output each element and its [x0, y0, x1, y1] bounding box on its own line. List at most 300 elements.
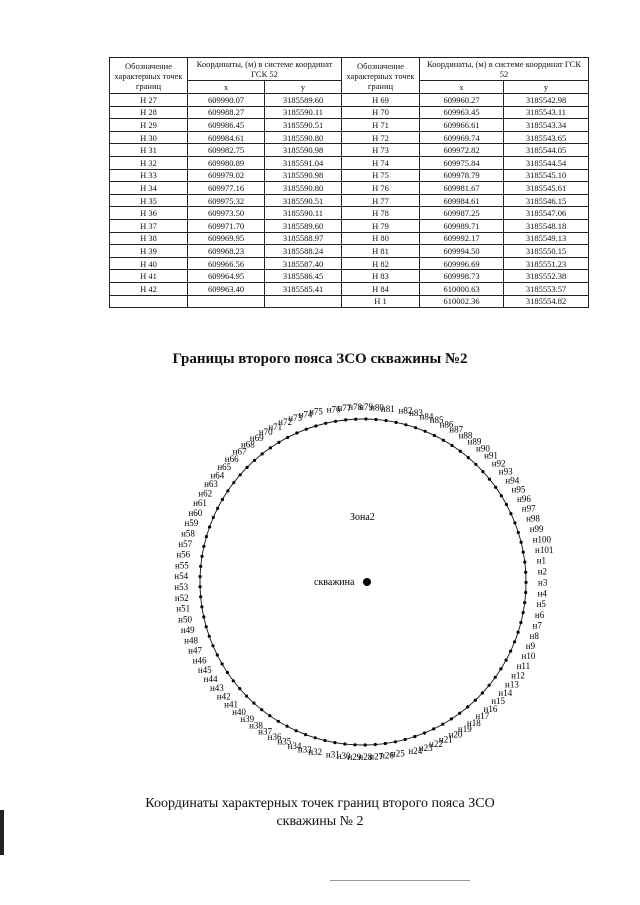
boundary-point-marker [344, 418, 347, 421]
boundary-point-label: н61 [193, 497, 207, 508]
boundary-point-label: н65 [217, 461, 232, 472]
boundary-point-marker [202, 615, 205, 618]
x-cell: 609987.25 [420, 207, 504, 220]
boundary-point-marker [314, 424, 317, 427]
boundary-point-marker [505, 503, 508, 506]
boundary-point-marker [324, 422, 327, 425]
boundary-point-label: н29 [347, 751, 362, 762]
boundary-point-label: н99 [529, 523, 544, 534]
boundary-point-marker [277, 720, 280, 723]
boundary-point-marker [523, 601, 526, 604]
x-cell: 609969.74 [420, 131, 504, 144]
header-y-right: y [504, 81, 589, 94]
y-cell: 3185590.80 [265, 131, 342, 144]
boundary-point-marker [517, 531, 520, 534]
boundary-point-marker [208, 525, 211, 528]
y-cell: 3185550.15 [504, 245, 589, 258]
boundary-point-marker [212, 516, 215, 519]
point-name-cell: Н 79 [342, 219, 420, 232]
point-name-cell: Н 34 [110, 182, 188, 195]
boundary-point-label: н55 [174, 560, 189, 571]
boundary-point-label: н95 [511, 484, 526, 495]
boundary-point-marker [364, 417, 367, 420]
y-cell: 3185542.98 [504, 94, 589, 107]
boundary-point-label: н3 [538, 577, 548, 588]
boundary-point-marker [208, 635, 211, 638]
boundary-point-label: н91 [484, 450, 498, 461]
boundary-point-label: н86 [439, 419, 454, 430]
y-cell: 3185586.45 [265, 270, 342, 283]
point-name-cell: Н 35 [110, 194, 188, 207]
point-name-cell: Н 40 [110, 257, 188, 270]
point-name-cell: Н 32 [110, 156, 188, 169]
y-cell: 3185590.51 [265, 194, 342, 207]
boundary-point-marker [519, 621, 522, 624]
x-cell: 609988.27 [188, 106, 265, 119]
y-cell: 3185585.41 [265, 282, 342, 295]
boundary-point-label: н38 [249, 720, 263, 731]
boundary-point-marker [458, 712, 461, 715]
boundary-point-marker [481, 470, 484, 473]
boundary-point-label: н69 [249, 433, 264, 443]
boundary-point-label: н53 [174, 582, 189, 592]
boundary-point-label: н43 [209, 683, 224, 693]
boundary-point-label: н40 [232, 707, 246, 717]
boundary-point-label: н12 [511, 670, 525, 681]
y-cell: 3185546.15 [504, 194, 589, 207]
boundary-point-marker [374, 418, 377, 421]
y-cell: 3185553.57 [504, 282, 589, 295]
well-label: скважина [314, 577, 355, 588]
boundary-point-label: н67 [232, 446, 247, 457]
x-cell: 609963.40 [188, 282, 265, 295]
section-title: Границы второго пояса ЗСО скважины №2 [172, 351, 468, 367]
header-designation-right: Обозначение характерных точек границ [342, 58, 420, 94]
boundary-point-label: н15 [491, 696, 506, 707]
boundary-point-marker [323, 739, 326, 742]
boundary-point-marker [333, 741, 336, 744]
boundary-point-marker [200, 555, 203, 558]
boundary-point-marker [252, 702, 255, 705]
point-name-cell: Н 82 [342, 257, 420, 270]
boundary-point-marker [246, 466, 249, 469]
x-cell: 609971.70 [188, 219, 265, 232]
boundary-point-marker [517, 631, 520, 634]
boundary-point-label: н23 [418, 742, 433, 753]
boundary-point-marker [404, 738, 407, 741]
boundary-point-label: н58 [181, 528, 195, 539]
y-cell: 3185551.23 [504, 257, 589, 270]
y-cell: 3185588.97 [265, 232, 342, 245]
boundary-point-marker [199, 565, 202, 568]
boundary-point-label: н14 [498, 687, 513, 698]
boundary-point-marker [523, 561, 526, 564]
boundary-point-label: н84 [419, 411, 434, 422]
boundary-point-marker [216, 507, 219, 510]
y-cell: 3185543.11 [504, 106, 589, 119]
figure-caption [0, 795, 640, 831]
x-cell: 609960.27 [420, 94, 504, 107]
caption-line-2: скважины № 2 [276, 814, 364, 829]
y-cell: 3185549.13 [504, 232, 589, 245]
footer-rule [330, 880, 470, 881]
boundary-point-marker [226, 671, 229, 674]
boundary-point-label: н56 [176, 549, 191, 560]
boundary-point-label: н20 [448, 729, 463, 740]
boundary-point-marker [295, 729, 298, 732]
point-name-cell: Н 36 [110, 207, 188, 220]
boundary-point-label: н32 [308, 747, 323, 758]
header-designation-left: Обозначение характерных точек границ [110, 58, 188, 94]
boundary-point-marker [466, 705, 469, 708]
y-cell: 3185589.60 [265, 219, 342, 232]
boundary-point-marker [524, 571, 527, 574]
boundary-point-label: н5 [536, 599, 546, 610]
point-name-cell: Н 41 [110, 270, 188, 283]
boundary-point-label: н87 [449, 424, 464, 435]
x-cell: 609978.79 [420, 169, 504, 182]
point-name-cell: Н 39 [110, 245, 188, 258]
boundary-point-marker [413, 735, 416, 738]
boundary-point-label: н97 [521, 503, 536, 514]
boundary-point-marker [277, 441, 280, 444]
boundary-point-label: н25 [390, 748, 405, 759]
x-cell: 609975.32 [188, 194, 265, 207]
point-name-cell: Н 78 [342, 207, 420, 220]
boundary-point-label: н30 [336, 750, 351, 761]
x-cell: 609969.95 [188, 232, 265, 245]
boundary-point-marker [494, 676, 497, 679]
boundary-point-marker [450, 717, 453, 720]
boundary-point-label: н82 [398, 405, 413, 416]
point-name-cell: Н 71 [342, 119, 420, 132]
boundary-point-marker [295, 431, 298, 434]
y-cell: 3185544.05 [504, 144, 589, 157]
x-cell: 609982.75 [188, 144, 265, 157]
boundary-point-label: н63 [204, 479, 218, 490]
boundary-point-marker [245, 695, 248, 698]
boundary-point-label: н16 [483, 703, 498, 714]
boundary-point-label: н24 [408, 746, 423, 756]
boundary-point-marker [232, 481, 235, 484]
boundary-point-label: н72 [278, 417, 292, 427]
boundary-point-marker [513, 521, 516, 524]
boundary-point-label: н62 [198, 488, 213, 499]
boundary-point-marker [404, 423, 407, 426]
boundary-point-label: н35 [277, 736, 292, 747]
header-coords-right: Координаты, (м) в системе координат ГСК 52 [420, 58, 589, 81]
boundary-point-marker [354, 418, 357, 421]
boundary-point-label: н94 [505, 475, 520, 486]
boundary-point-label: н60 [188, 507, 203, 518]
y-cell: 3185589.60 [265, 94, 342, 107]
y-cell: 3185591.04 [265, 156, 342, 169]
x-cell: 609998.73 [420, 270, 504, 283]
x-cell: 609986.45 [188, 119, 265, 132]
boundary-point-label: н34 [287, 740, 302, 751]
boundary-point-marker [450, 444, 453, 447]
boundary-point-label: н33 [297, 744, 312, 755]
boundary-point-marker [269, 446, 272, 449]
boundary-point-marker [524, 591, 527, 594]
boundary-point-marker [199, 595, 202, 598]
boundary-point-marker [441, 723, 444, 726]
header-y-left: y [265, 81, 342, 94]
boundary-point-label: н98 [526, 513, 540, 524]
x-cell: 609975.84 [420, 156, 504, 169]
point-name-cell: Н 42 [110, 282, 188, 295]
x-cell: 610002.36 [420, 295, 504, 308]
boundary-point-marker [385, 419, 388, 422]
well-marker [363, 578, 371, 586]
boundary-point-marker [395, 421, 398, 424]
y-cell: 3185554.82 [504, 295, 589, 308]
boundary-point-label: н36 [267, 731, 282, 742]
y-cell: 3185552.38 [504, 270, 589, 283]
point-name-cell: Н 30 [110, 131, 188, 144]
boundary-point-marker [364, 743, 367, 746]
point-name-cell: Н 84 [342, 282, 420, 295]
zone-label: Зона2 [350, 512, 375, 523]
boundary-point-label: н70 [258, 427, 273, 438]
x-cell: 609984.61 [420, 194, 504, 207]
boundary-point-marker [499, 667, 502, 670]
boundary-point-label: н92 [491, 458, 506, 469]
boundary-point-marker [239, 473, 242, 476]
x-cell: 609972.82 [420, 144, 504, 157]
boundary-point-marker [500, 494, 503, 497]
boundary-point-label: н17 [475, 711, 490, 722]
boundary-point-marker [205, 625, 208, 628]
x-cell: 609964.95 [188, 270, 265, 283]
point-name-cell: Н 27 [110, 94, 188, 107]
boundary-point-label: н93 [498, 466, 513, 477]
boundary-point-label: н68 [240, 439, 255, 450]
boundary-point-label: н48 [184, 635, 198, 646]
boundary-point-label: н54 [174, 571, 189, 582]
boundary-point-marker [304, 733, 307, 736]
boundary-point-label: н26 [380, 750, 394, 761]
boundary-point-marker [524, 581, 527, 584]
boundary-point-label: н1 [536, 555, 547, 566]
boundary-point-marker [522, 551, 525, 554]
boundary-point-marker [374, 743, 377, 746]
boundary-point-label: н37 [258, 726, 272, 737]
point-name-cell: Н 38 [110, 232, 188, 245]
x-cell: 609994.50 [420, 245, 504, 258]
boundary-point-label: н10 [521, 651, 536, 662]
boundary-point-marker [232, 679, 235, 682]
boundary-point-label: н39 [240, 714, 255, 725]
x-cell: 609973.50 [188, 207, 265, 220]
boundary-point-marker [384, 742, 387, 745]
boundary-point-marker [253, 459, 256, 462]
boundary-point-marker [353, 743, 356, 746]
boundary-point-label: н64 [210, 470, 225, 481]
y-cell: 3185590.80 [265, 182, 342, 195]
boundary-point-label: н96 [517, 493, 531, 504]
point-name-cell: Н 77 [342, 194, 420, 207]
point-name-cell: Н 80 [342, 232, 420, 245]
y-cell: 3185587.40 [265, 257, 342, 270]
boundary-point-label: н8 [529, 630, 539, 641]
boundary-point-label: н49 [180, 625, 195, 635]
boundary-point-label: н22 [429, 739, 443, 750]
boundary-point-label: н45 [197, 664, 212, 675]
boundary-point-marker [509, 512, 512, 515]
boundary-point-marker [433, 434, 436, 437]
boundary-point-label: н9 [525, 641, 536, 652]
boundary-point-label: н66 [224, 453, 239, 464]
y-cell: 3185590.98 [265, 169, 342, 182]
boundary-point-label: н73 [288, 412, 303, 423]
boundary-point-marker [260, 708, 263, 711]
boundary-point-marker [261, 452, 264, 455]
boundary-point-label: н46 [192, 655, 207, 666]
boundary-point-label: н90 [476, 443, 490, 454]
x-cell: 609990.07 [188, 94, 265, 107]
boundary-point-label: н11 [516, 660, 531, 671]
boundary-point-label: н13 [505, 679, 519, 690]
boundary-point-label: н42 [216, 691, 231, 702]
header-x-left: x [188, 81, 265, 94]
boundary-point-marker [432, 727, 435, 730]
y-cell: 3185590.98 [265, 144, 342, 157]
point-name-cell: Н 74 [342, 156, 420, 169]
boundary-point-label: н79 [359, 402, 374, 412]
boundary-point-label: н89 [467, 436, 482, 447]
boundary-point-marker [286, 725, 289, 728]
boundary-point-label: н76 [326, 404, 341, 415]
boundary-point-label: н85 [429, 415, 444, 426]
boundary-point-label: н18 [466, 717, 481, 728]
point-name-cell: Н 31 [110, 144, 188, 157]
boundary-point-label: н101 [535, 544, 554, 555]
point-name-cell: Н 72 [342, 131, 420, 144]
boundary-point-marker [343, 742, 346, 745]
x-cell: 609984.61 [188, 131, 265, 144]
header-coords-left: Координаты, (м) в системе координат ГСК 52 [188, 58, 342, 81]
boundary-point-marker [423, 731, 426, 734]
y-cell: 3185548.18 [504, 219, 589, 232]
boundary-point-label: н28 [358, 752, 373, 762]
boundary-point-marker [205, 535, 208, 538]
y-cell: 3185543.34 [504, 119, 589, 132]
boundary-point-label: н6 [534, 609, 545, 620]
boundary-point-marker [199, 585, 202, 588]
boundary-point-marker [286, 436, 289, 439]
boundary-point-marker [522, 611, 525, 614]
x-cell: 609989.71 [420, 219, 504, 232]
boundary-point-marker [509, 650, 512, 653]
boundary-point-label: н4 [537, 588, 547, 599]
boundary-point-marker [459, 450, 462, 453]
boundary-point-marker [520, 541, 523, 544]
point-name-cell: Н 75 [342, 169, 420, 182]
boundary-point-label: н27 [369, 751, 384, 762]
y-cell: 3185590.51 [265, 119, 342, 132]
boundary-point-marker [211, 644, 214, 647]
y-cell: 3185545.61 [504, 182, 589, 195]
x-cell: 610000.63 [420, 282, 504, 295]
boundary-point-label: н83 [409, 408, 423, 419]
point-name-cell: Н 28 [110, 106, 188, 119]
boundary-point-label: н50 [178, 614, 192, 625]
boundary-point-marker [216, 653, 219, 656]
point-name-cell: Н 70 [342, 106, 420, 119]
boundary-point-label: н41 [224, 699, 238, 710]
point-name-cell: Н 73 [342, 144, 420, 157]
boundary-point-label: н52 [174, 592, 189, 603]
boundary-point-marker [226, 489, 229, 492]
point-name-cell: Н 1 [342, 295, 420, 308]
boundary-point-label: н88 [458, 430, 473, 441]
x-cell: 609966.61 [420, 119, 504, 132]
boundary-point-label: н19 [457, 724, 472, 734]
x-cell: 609992.17 [420, 232, 504, 245]
boundary-point-marker [305, 428, 308, 431]
boundary-point-marker [467, 456, 470, 459]
boundary-point-label: н81 [380, 403, 395, 414]
boundary-point-label: н21 [438, 734, 453, 745]
boundary-point-label: н74 [298, 409, 313, 420]
caption-line-1: Координаты характерных точек границ второго пояса ЗСО [145, 796, 495, 811]
boundary-point-marker [200, 605, 203, 608]
point-name-cell: Н 29 [110, 119, 188, 132]
boundary-point-marker [474, 463, 477, 466]
x-cell: 609966.56 [188, 257, 265, 270]
boundary-point-label: н47 [188, 645, 202, 656]
y-cell: 3185543.65 [504, 131, 589, 144]
boundary-point-label: н2 [537, 566, 548, 577]
boundary-point-marker [314, 736, 317, 739]
boundary-point-marker [424, 430, 427, 433]
boundary-point-marker [488, 684, 491, 687]
boundary-point-marker [268, 714, 271, 717]
boundary-point-marker [494, 486, 497, 489]
boundary-point-marker [414, 426, 417, 429]
boundary-point-label: н44 [203, 674, 218, 685]
x-cell: 609980.89 [188, 156, 265, 169]
y-cell: 3185547.06 [504, 207, 589, 220]
boundary-point-marker [238, 687, 241, 690]
boundary-point-label: н31 [325, 749, 340, 760]
boundary-point-label: н100 [532, 534, 552, 545]
boundary-point-marker [513, 640, 516, 643]
y-cell: 3185588.24 [265, 245, 342, 258]
point-name-cell: Н 69 [342, 94, 420, 107]
x-cell: 609977.16 [188, 182, 265, 195]
boundary-point-marker [474, 699, 477, 702]
point-name-cell: Н 83 [342, 270, 420, 283]
boundary-point-marker [202, 545, 205, 548]
boundary-point-label: н59 [184, 517, 199, 528]
x-cell: 609979.02 [188, 169, 265, 182]
boundary-point-label: н7 [532, 620, 542, 631]
boundary-point-label: н77 [337, 403, 352, 413]
point-name-cell: Н 33 [110, 169, 188, 182]
boundary-point-marker [488, 478, 491, 481]
boundary-point-label: н57 [178, 538, 193, 549]
y-cell: 3185590.11 [265, 106, 342, 119]
boundary-point-label: н75 [309, 406, 323, 417]
boundary-point-label: н71 [268, 421, 283, 432]
point-name-cell: Н 37 [110, 219, 188, 232]
boundary-point-marker [505, 659, 508, 662]
boundary-point-marker [221, 662, 224, 665]
boundary-point-marker [199, 575, 202, 578]
boundary-point-marker [481, 691, 484, 694]
